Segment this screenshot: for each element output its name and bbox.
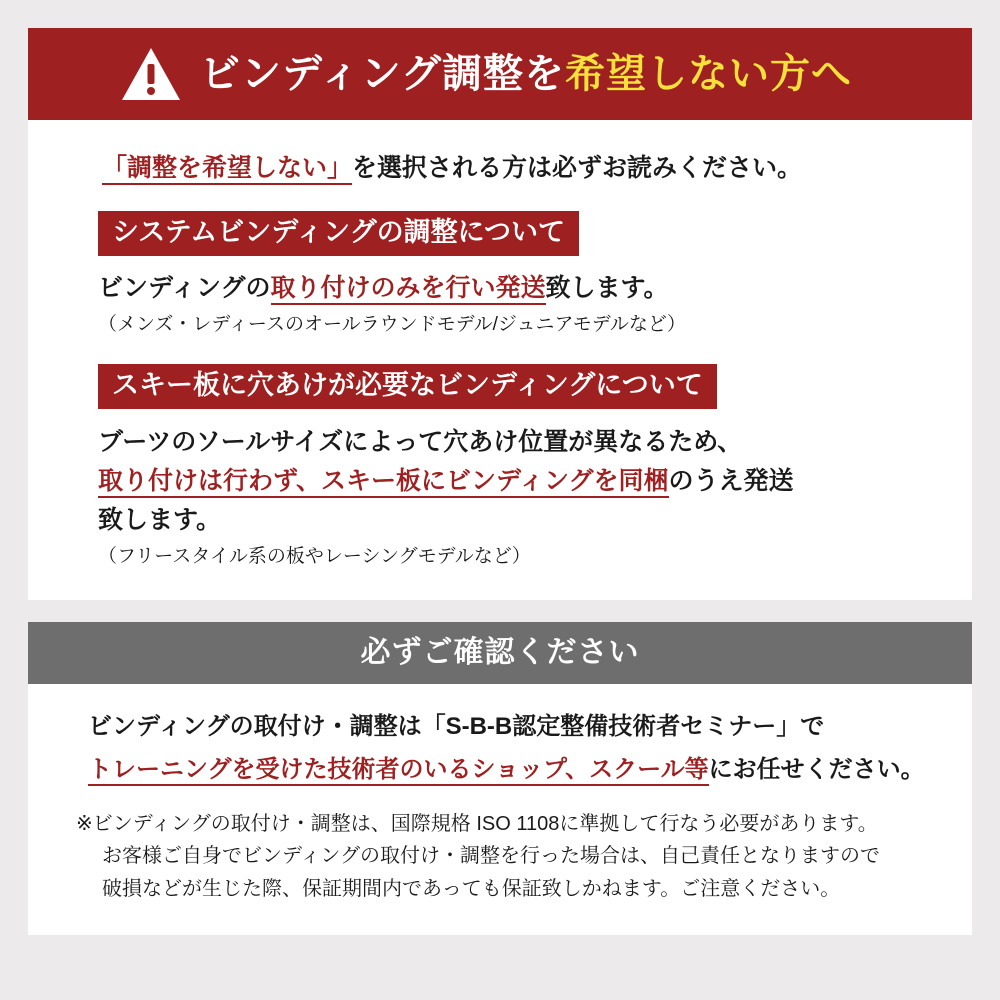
section-2-line-2-suffix: のうえ発送	[668, 467, 794, 496]
banner-title-plain: ビンディング調整を	[200, 52, 565, 96]
confirmation-notes	[76, 808, 938, 905]
banner-title-highlight: 希望しない方へ	[565, 52, 852, 96]
confirmation-line-2-underlined: トレーニングを受けた技術者のいるショップ、スクール等	[88, 756, 709, 786]
confirmation-line-1: ビンディングの取付け・調整は「S-B-B認定整備技術者セミナー」で	[88, 713, 825, 741]
section-2-line-3: 致します。	[98, 505, 222, 534]
section-2-line-1: ブーツのソールサイズによって穴あけ位置が異なるため、	[98, 428, 743, 457]
confirmation-card	[28, 622, 972, 935]
binding-adjustment-card	[28, 28, 972, 600]
section-1-paragraph-underlined: 取り付けのみを行い発送	[271, 274, 546, 305]
confirmation-note-3: 破損などが生じた際、保証期間内であっても保証致しかねます。ご注意ください。	[102, 877, 841, 900]
lead-quoted-text: 「調整を希望しない」	[102, 154, 352, 185]
gray-banner-title: 必ずご確認ください	[360, 636, 640, 670]
gray-banner-header	[28, 622, 972, 684]
section-1-paragraph-suffix: 致します。	[545, 273, 669, 302]
warning-triangle-icon	[120, 46, 182, 102]
section-1-paragraph-prefix: ビンディングの	[98, 273, 271, 302]
section-2-line-2	[98, 462, 938, 501]
lead-rest-text: を選択される方は必ずお読みください。	[352, 154, 803, 182]
card-top-body	[28, 120, 972, 600]
section-1-note: （メンズ・レディースのオールラウンドモデル/ジュニアモデルなど）	[98, 313, 686, 335]
confirmation-line-2	[88, 753, 938, 788]
section-heading-drilling-required: スキー板に穴あけが必要なビンディングについて	[98, 364, 717, 409]
banner-title	[200, 54, 852, 94]
section-heading-system-binding: システムビンディングの調整について	[98, 211, 579, 256]
confirmation-note-1: ※ビンディングの取付け・調整は、国際規格 ISO 1108に準拠して行なう必要があります。	[76, 812, 878, 835]
confirmation-note-2: お客様ご自身でビンディングの取付け・調整を行った場合は、自己責任となりますので	[102, 845, 880, 868]
red-banner-header	[28, 28, 972, 120]
lead-paragraph	[102, 152, 938, 185]
section-2-paragraph	[98, 423, 938, 539]
confirmation-line-2-suffix: にお任せください。	[708, 756, 925, 784]
section-2-line-2-underlined: 取り付けは行わず、スキー板にビンディングを同梱	[98, 467, 669, 498]
section-2-note: （フリースタイル系の板やレーシングモデルなど）	[98, 545, 531, 567]
card-bottom-body	[28, 684, 972, 935]
section-1-paragraph	[98, 270, 938, 306]
